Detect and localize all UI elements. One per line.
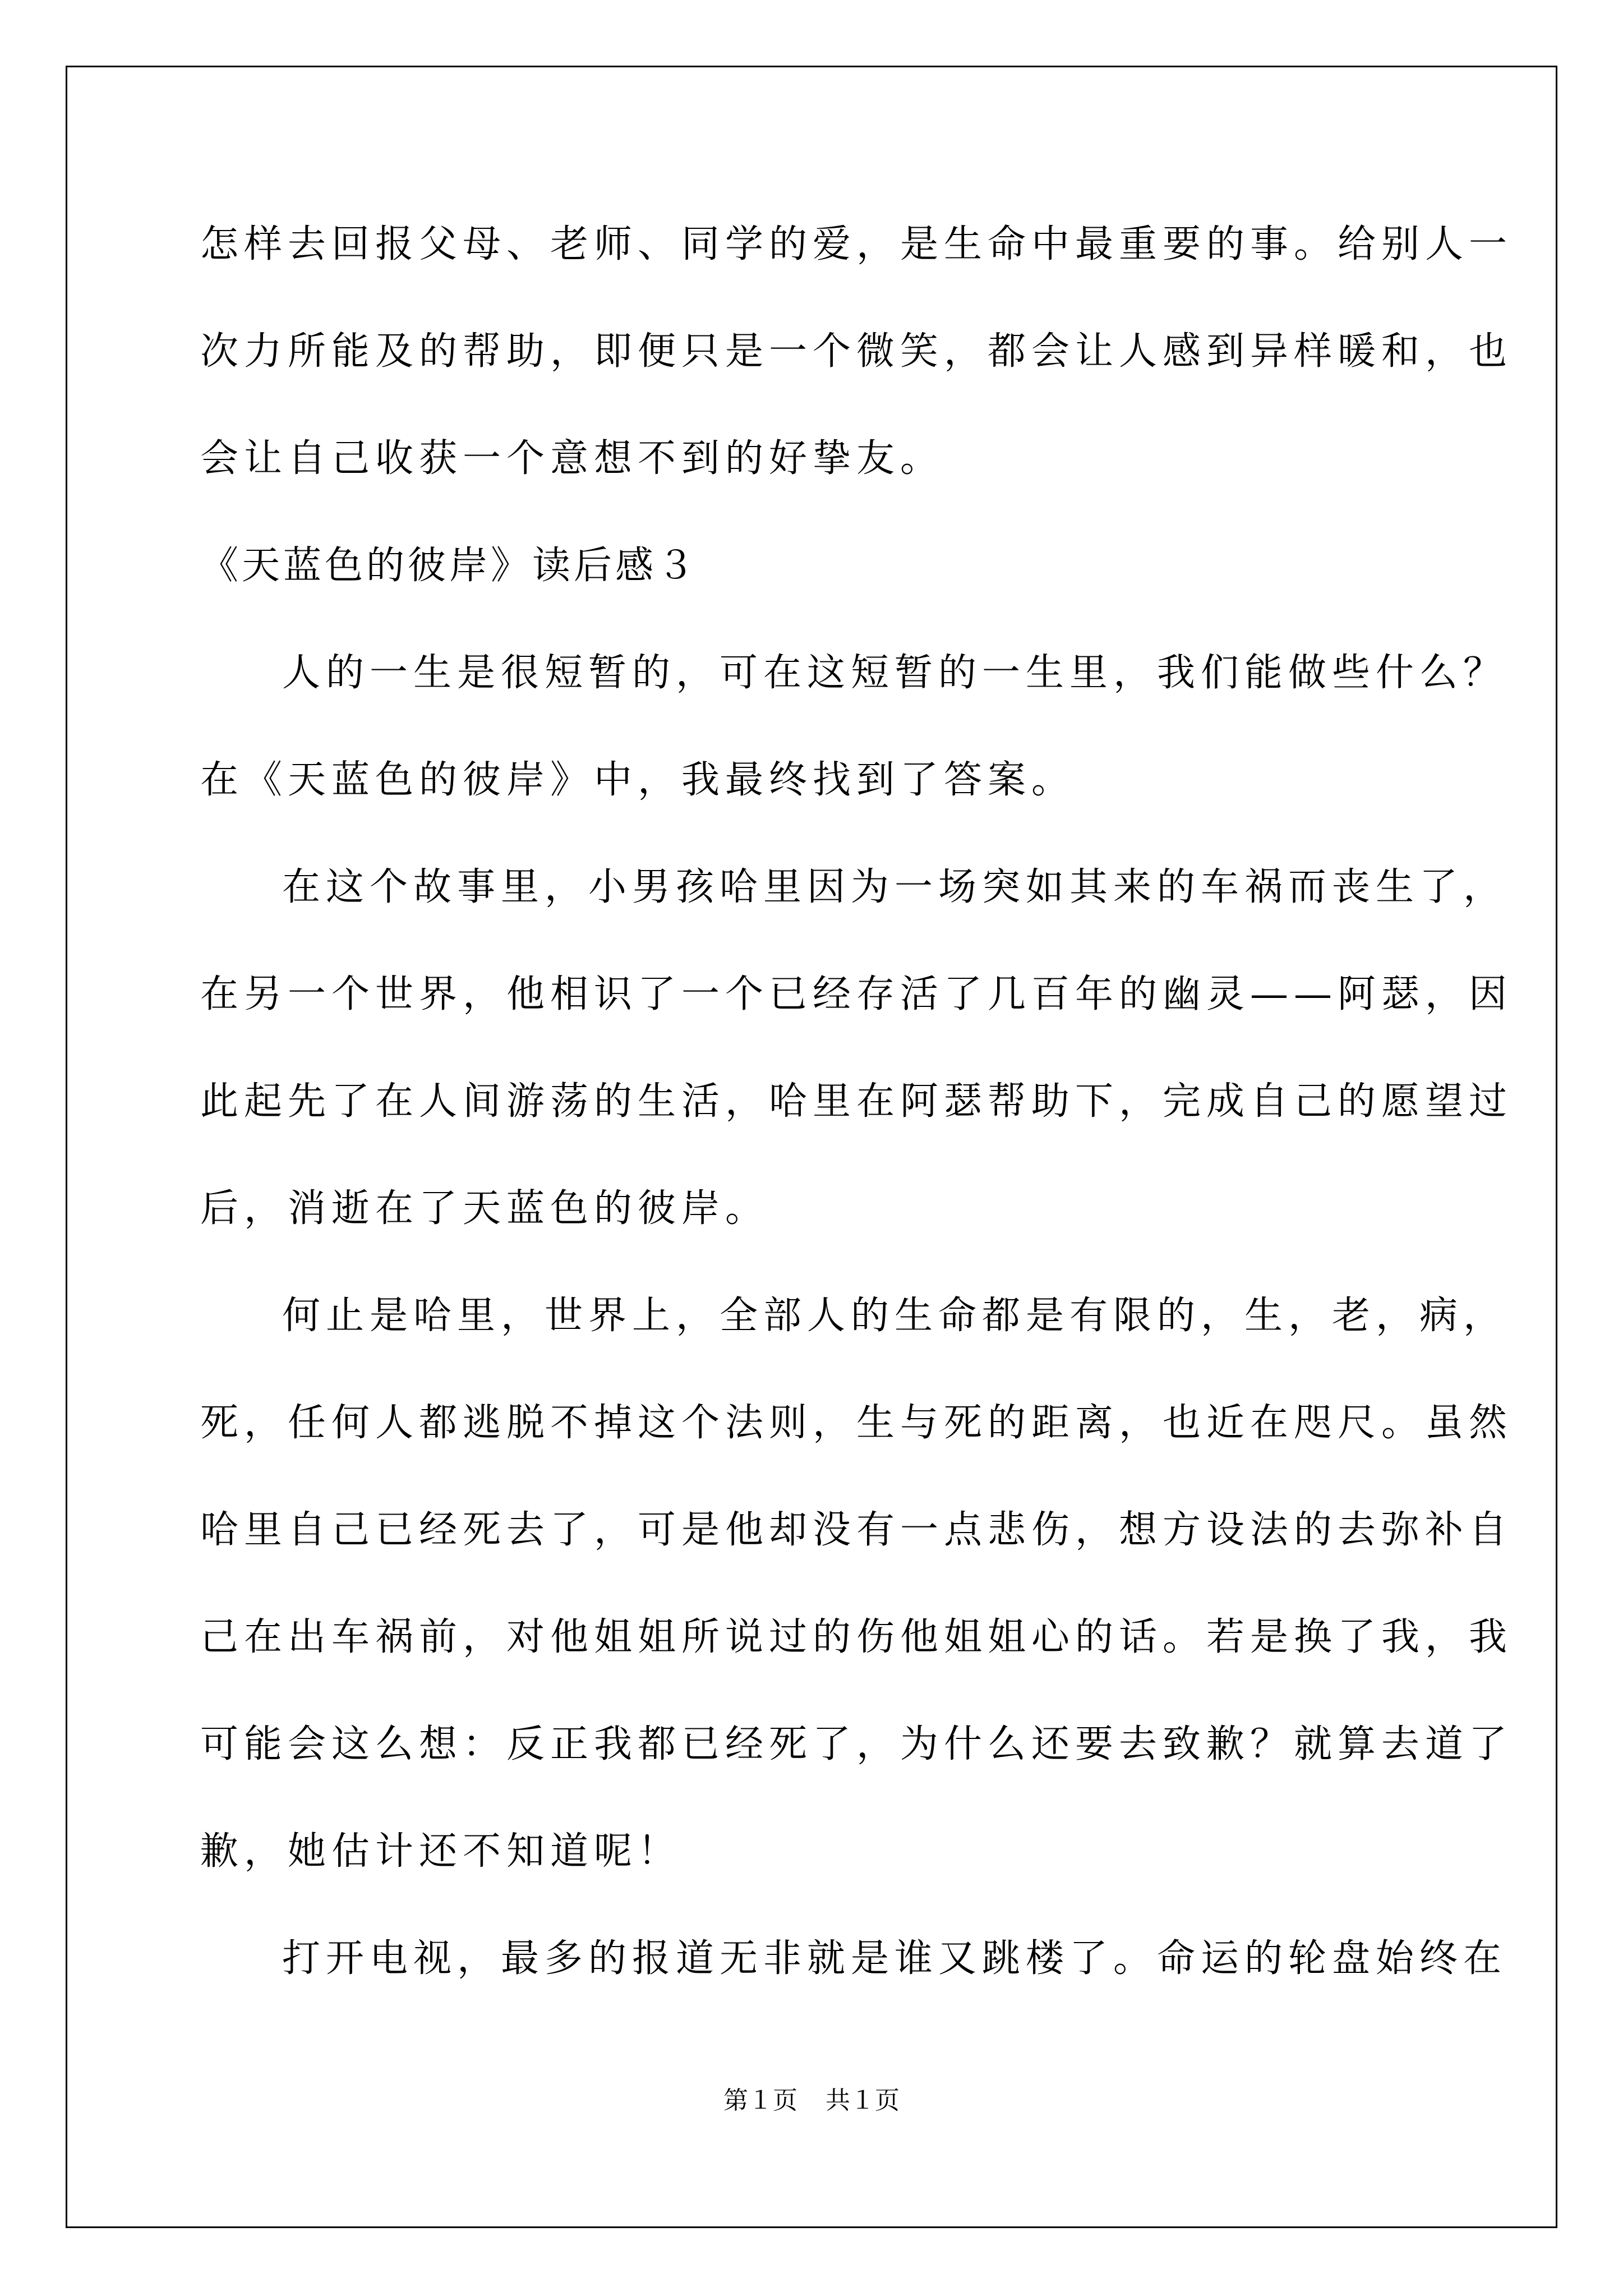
text-line: 此起先了在人间游荡的生活，哈里在阿瑟帮助下，完成自己的愿望过	[200, 1079, 1513, 1124]
document-body	[200, 191, 1513, 2012]
text-line: 哈里自己已经死去了，可是他却没有一点悲伤，想方设法的去弥补自	[200, 1508, 1513, 1552]
text-line: 次力所能及的帮助，即便只是一个微笑，都会让人感到异样暖和，也	[200, 329, 1513, 374]
page-total: 共１页	[826, 2086, 900, 2115]
text-line: 在这个故事里，小男孩哈里因为一场突如其来的车祸而丧生了，	[282, 865, 1507, 909]
text-line: 在另一个世界，他相识了一个已经存活了几百年的幽灵——阿瑟，因	[200, 972, 1513, 1016]
text-line: 后，消逝在了天蓝色的彼岸。	[200, 1186, 769, 1231]
text-line: 打开电视，最多的报道无非就是谁又跳楼了。命运的轮盘始终在	[282, 1936, 1507, 1981]
text-line: 在《天蓝色的彼岸》中，我最终找到了答案。	[200, 758, 1076, 802]
text-line: 可能会这么想：反正我都已经死了，为什么还要去致歉？就算去道了	[200, 1722, 1513, 1766]
text-line: 死，任何人都逃脱不掉这个法则，生与死的距离，也近在咫尺。虽然	[200, 1401, 1513, 1445]
page-footer	[0, 2084, 1623, 2118]
text-line: 己在出车祸前，对他姐姐所说过的伤他姐姐心的话。若是换了我，我	[200, 1615, 1513, 1659]
text-line: 会让自己收获一个意想不到的好挚友。	[200, 436, 944, 481]
section-heading: 《天蓝色的彼岸》读后感３	[200, 544, 699, 588]
text-line: 何止是哈里，世界上，全部人的生命都是有限的，生，老，病，	[282, 1294, 1507, 1338]
text-line: 歉，她估计还不知道呢！	[200, 1829, 682, 1874]
text-line: 怎样去回报父母、老师、同学的爱，是生命中最重要的事。给别人一	[200, 222, 1513, 266]
page-number: 第１页	[723, 2086, 797, 2115]
text-line: 人的一生是很短暂的，可在这短暂的一生里，我们能做些什么？	[282, 651, 1507, 695]
